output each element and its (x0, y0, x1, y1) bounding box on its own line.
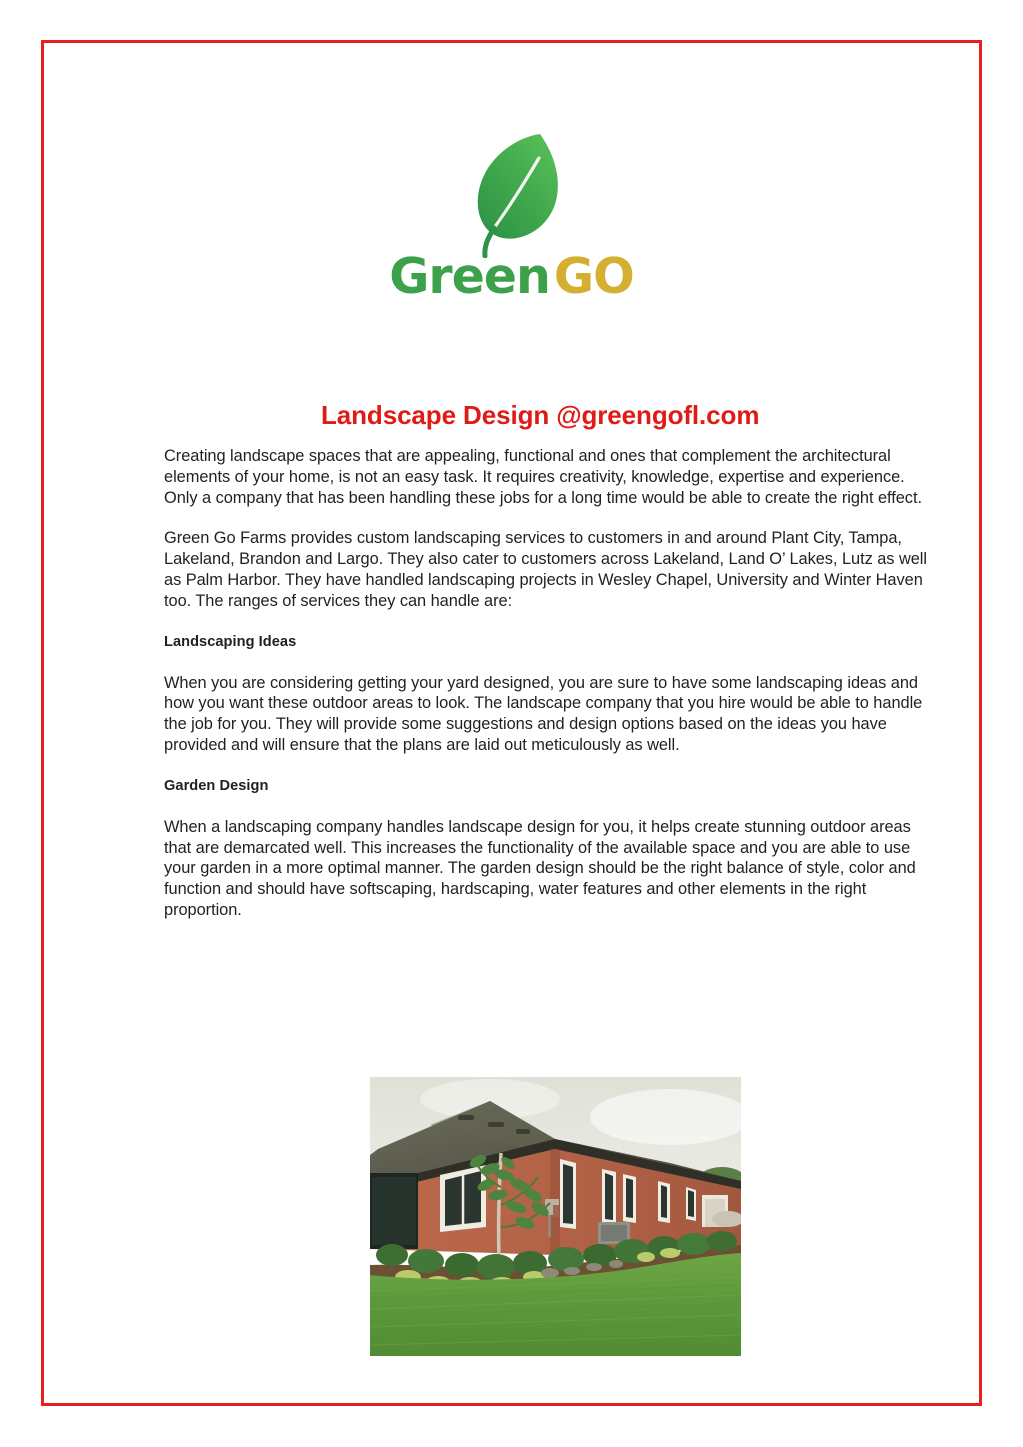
paragraph-service-areas: Green Go Farms provides custom landscaping services to customers in and around Plant City, Tampa, Lakeland, Brandon and Largo. They also cater to customers across Lakeland, Land O’ Lakes, Lutz as well as Palm Harbor. They have handled landscaping projects in Wesley Chapel, University and Winter Haven too. The ranges of services they can handle are: (164, 529, 927, 610)
paragraph-garden-design: When a landscaping company handles landscape design for you, it helps create stunning outdoor areas that are demarcated well. This increases the functionality of the available space and you are able to use your garden in a more optimal manner. The garden design should be the right balance of style, color and function and should have softscaping, hardscaping, water features and other elements in the right proportion. (164, 817, 916, 919)
landscaping-photo (370, 1077, 741, 1356)
document-body (164, 446, 942, 941)
brand-wordmark (44, 248, 979, 305)
heading-landscaping-ideas: Landscaping Ideas (164, 633, 297, 650)
brand-logo (44, 128, 979, 305)
paragraph-intro: Creating landscape spaces that are appealing, functional and ones that complement the architectural elements of your home, is not an easy task. It requires creativity, knowledge, expertise and experience. Only a company that has been handling these jobs for a long time would be able to create the right effect. (164, 447, 922, 507)
paragraph-landscaping-ideas: When you are considering getting your yard designed, you are sure to have some landscaping ideas and how you want these outdoor areas to look. The landscape company that you hire would be able to handle the job for you. They will provide some suggestions and design options based on the ideas you have provided and will ensure that the plans are laid out meticulously as well. (164, 673, 923, 754)
page-title: Landscape Design @greengofl.com (321, 400, 760, 430)
brand-word-green: Green (389, 248, 550, 305)
page-border-frame (41, 40, 982, 1406)
leaf-icon (452, 128, 572, 258)
heading-garden-design: Garden Design (164, 777, 269, 794)
brand-word-go: GO (553, 248, 634, 305)
landscaping-photo-graphic (370, 1077, 741, 1356)
